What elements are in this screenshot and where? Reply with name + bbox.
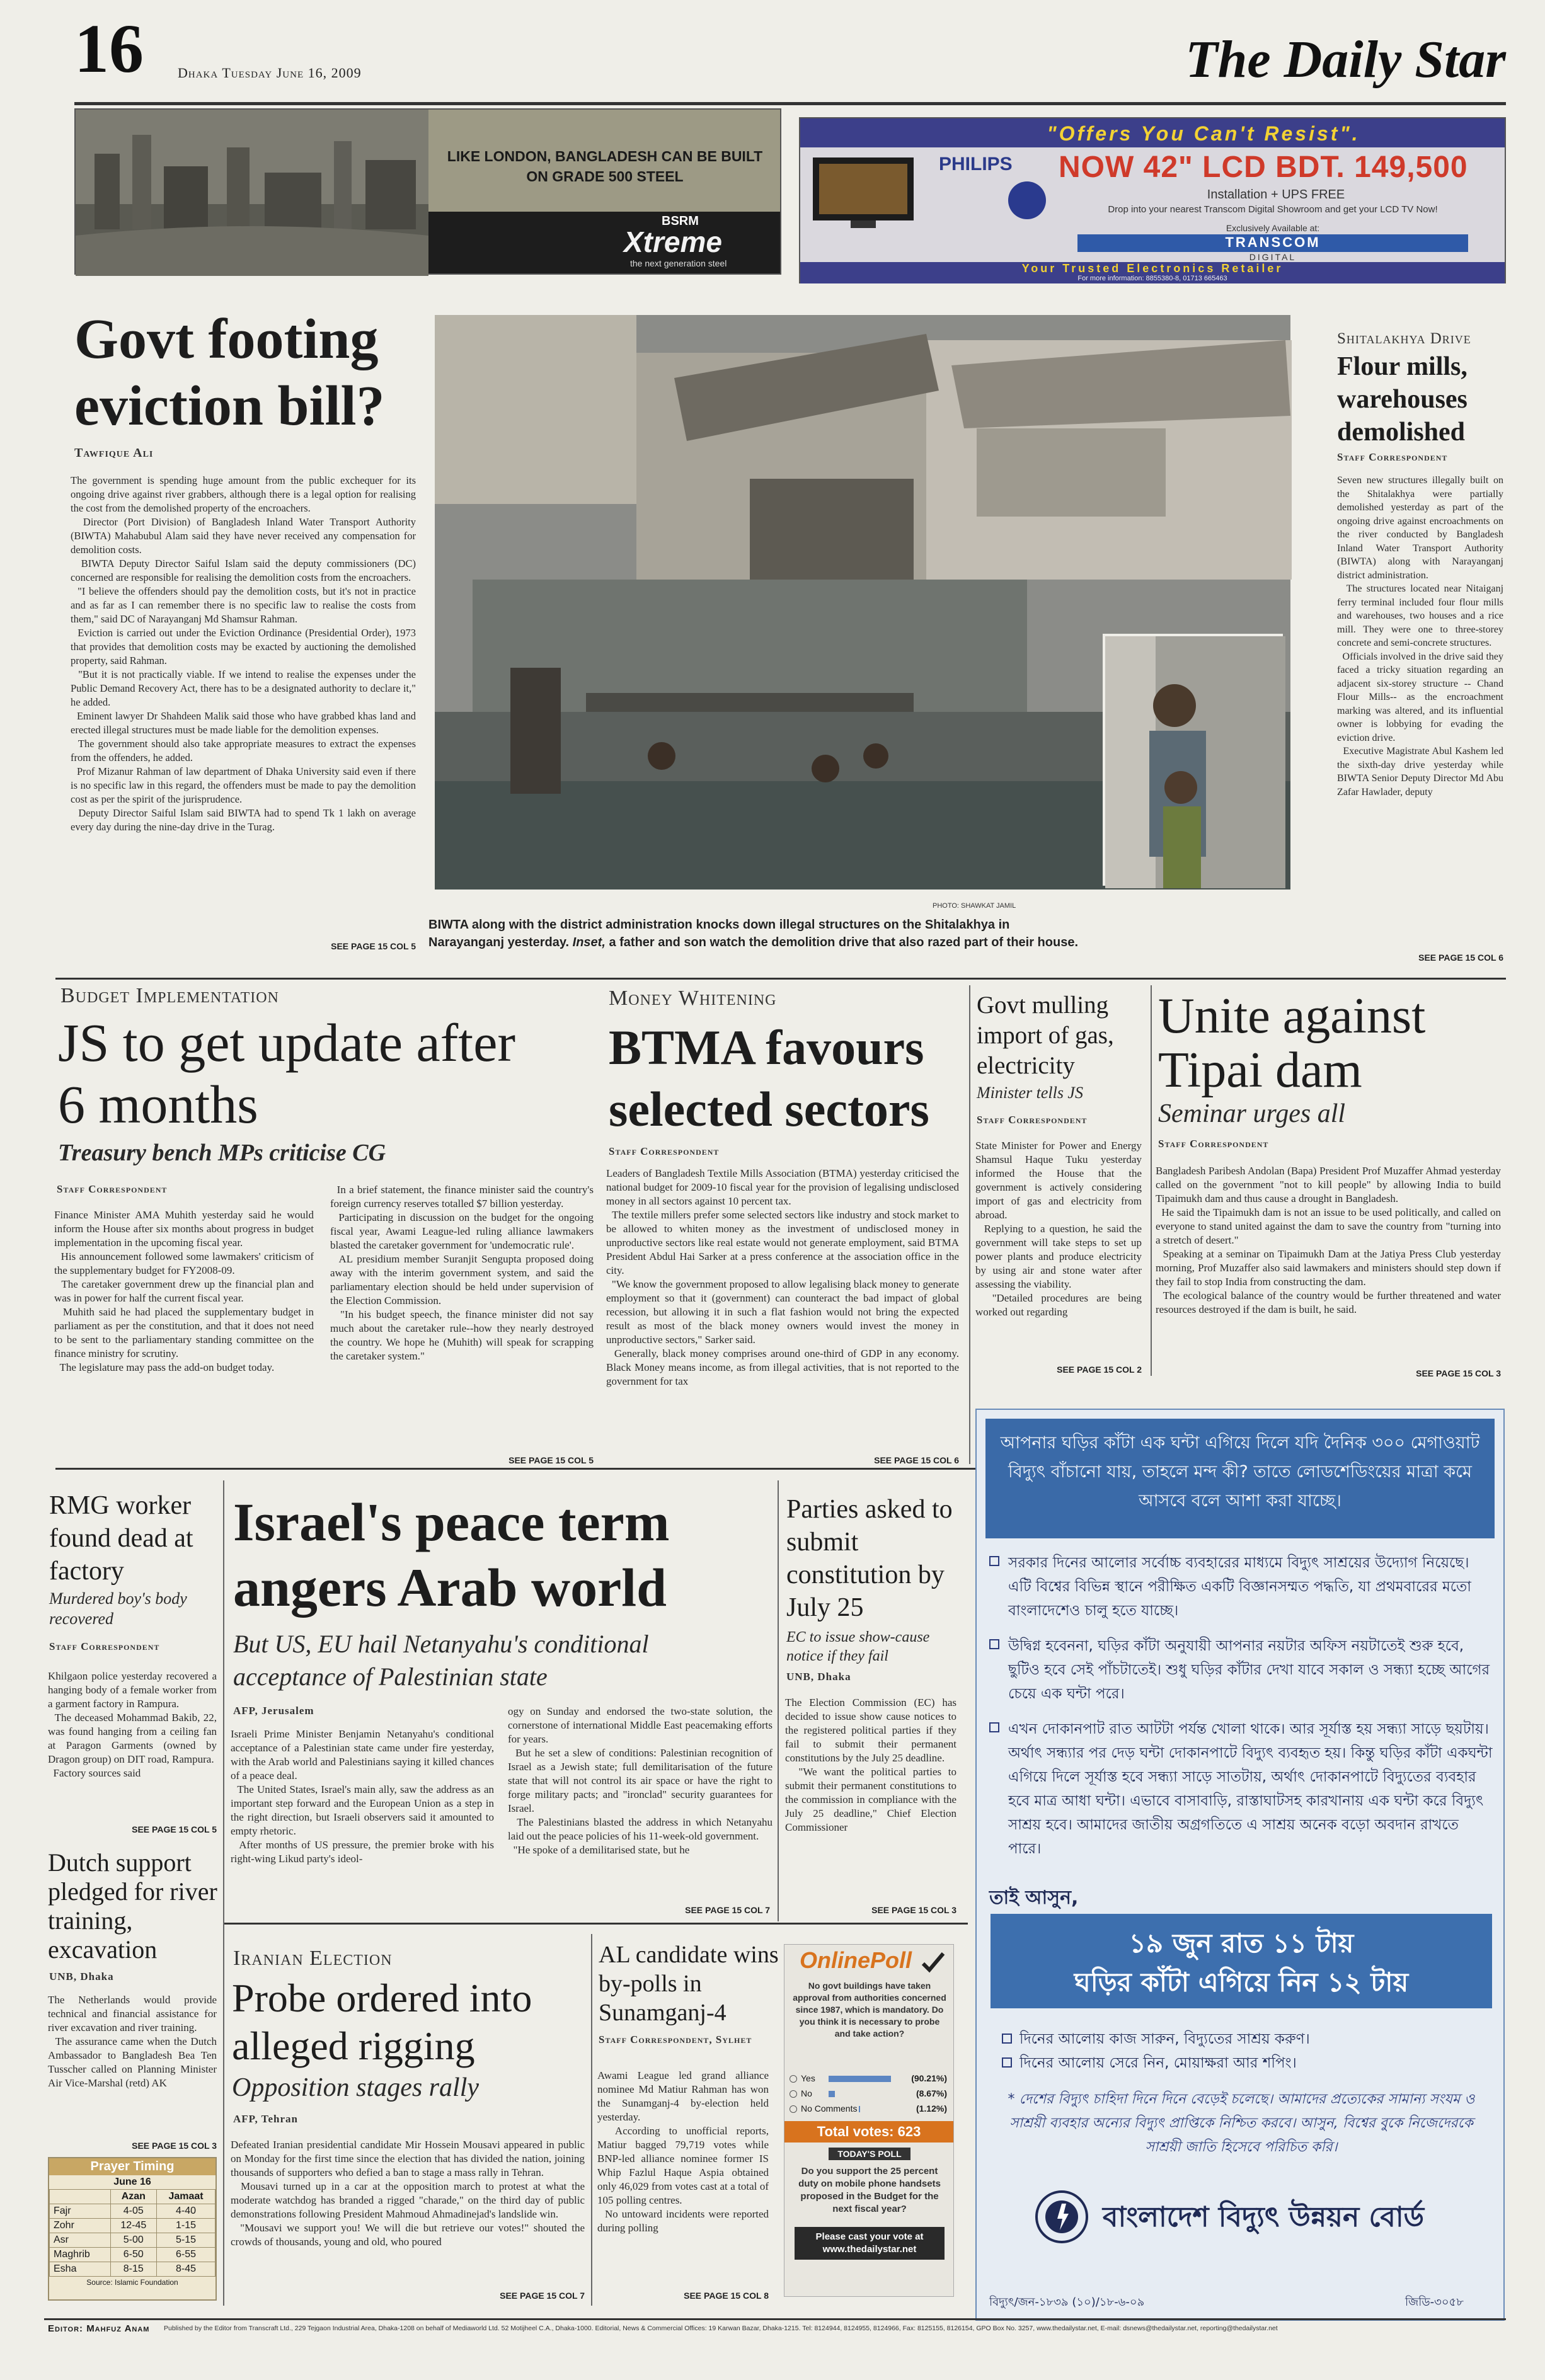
section-rule-1	[55, 978, 1506, 980]
photo-caption	[428, 916, 1084, 951]
poll-title: OnlinePoll	[800, 1947, 912, 1973]
prayer-cell: 4-05	[110, 2204, 157, 2219]
js-deck: Treasury bench MPs criticise CG	[58, 1140, 386, 1166]
power-point-2: উদ্বিগ্ন হবেননা, ঘড়ির কাঁটা অনুযায়ী আপনার নয়টার অফিস নয়টাতেই শুরু হবে, ছুটিও হবে সেই পাঁচটাতেই। শুধু ঘড়ির কাঁটার দেখা যাবে সকাল ও সন্ধ্যা হচ্ছে আগের চেয়ে এক ঘন্টা পরে।	[1008, 1638, 1490, 1702]
flour-byline: Staff Correspondent	[1337, 451, 1448, 463]
iran-byline: AFP, Tehran	[233, 2113, 298, 2125]
online-poll[interactable]	[784, 1944, 954, 2297]
js-headline: JS to get update after 6 months	[58, 1012, 516, 1135]
prayer-cell: 6-55	[157, 2248, 215, 2262]
flour-body: Seven new structures illegally built on the Shitalakhya were partially demolished yesterday as part of the ongoing drive against encroachments on the river conducted by Bangladesh Inland Water Transport Authority (BIWTA) along with Narayanganj district administration. The structures located near Nitaiganj ferry terminal included four flour mills and warehouses, two houses and a rice mill. They were one to three-storey concrete and semi-concrete structures. Officials involved in the drive said they faced a tricky situation regarding an adjacent six-storey structure -- Chand Flour Mills-- as the encroachment marking was altered, and its influential owner is lobbying for evading the eviction drive. Executive Magistrate Abul Kashem led the sixth-day drive yesterday while BIWTA Senior Deputy Director Md Abu Zafar Hawlader, deputy	[1337, 475, 1504, 798]
philips-drop: Drop into your nearest Transcom Digital Showroom and get your LCD TV Now!	[1108, 204, 1438, 215]
flour-kicker: Shitalakhya Drive	[1337, 330, 1471, 347]
israel-col1: Israeli Prime Minister Benjamin Netanyahu's conditional acceptance of a Palestinian state came under fire yesterday, with the Arab world and Palestinians saying it killed chances of a peace deal. The United States, Israel's main ally, saw the address as an important step forward and the European Union as a step in the right direction, but Israeli observers said it amounted to empty rhetoric. After months of US pressure, the premier broke with his right-wing Likud party's ideol-	[231, 1728, 495, 1865]
left-col-divider	[223, 1480, 224, 2306]
js-kicker: Budget Implementation	[60, 984, 279, 1007]
masthead-rule	[74, 102, 1506, 105]
prayer-row	[50, 2262, 215, 2277]
poll-option-label: No Comments	[801, 2103, 858, 2114]
philips-exclusive: Exclusively Available at:	[1226, 223, 1320, 233]
poll-option-pct: (1.12%)	[916, 2103, 947, 2114]
bsrm-logo-block	[428, 212, 780, 273]
btma-divider	[969, 985, 970, 1464]
rmg-see-page[interactable]: SEE PAGE 15 COL 5	[132, 1824, 217, 1834]
iran-divider	[591, 1934, 592, 2306]
power-point	[989, 1717, 1493, 1861]
prayer-row	[50, 2219, 215, 2233]
power-point-1: সরকার দিনের আলোর সর্বোচ্চ ব্যবহারের মাধ্যমে বিদ্যুৎ সাশ্রয়ের উদ্যোগ নিয়েছে। এটি বিশ্বের বিভিন্ন স্থানে পরীক্ষিত একটি বিজ্ঞানসম্মত পদ্ধতি, যা প্রথমবারের মতো বাংলাদেশেও চালু হতে যাচ্ছে।	[1008, 1555, 1471, 1619]
poll-bar	[859, 2106, 860, 2112]
prayer-cell: Fajr	[50, 2204, 111, 2219]
prayer-cell: Asr	[50, 2233, 111, 2248]
poll-bar	[829, 2091, 835, 2097]
main-photo	[435, 315, 1290, 890]
philips-installation: Installation + UPS FREE	[1207, 188, 1345, 202]
prayer-cell: Esha	[50, 2262, 111, 2277]
prayer-cell: 5-15	[157, 2233, 215, 2248]
prayer-cell: 1-15	[157, 2219, 215, 2233]
page-number: 16	[74, 10, 144, 87]
ad-power-board[interactable]	[975, 1409, 1505, 2321]
philips-badge	[1008, 181, 1046, 219]
tipai-see-page[interactable]: SEE PAGE 15 COL 3	[1416, 1368, 1501, 1378]
power-intro: আপনার ঘড়ির কাঁটা এক ঘন্টা এগিয়ে দিলে যদি দৈনিক ৩০০ মেগাওয়াট বিদ্যুৎ বাঁচানো যায়, তাহলে মন্দ কী? তাতে লোডশেডিংয়ের মাত্রা কমে আসবে বলে আশা করা যাচ্ছে।	[985, 1419, 1495, 1538]
poll-option-label: Yes	[801, 2073, 815, 2083]
poll-today-question: Do you support the 25 percent duty on mobile phone handsets proposed in the Budget for the next fiscal year?	[798, 2166, 941, 2214]
js-col2: In a brief statement, the finance minister said the country's foreign currency reserves totalled $7 billion yesterday. Participating in discussion on the budget for the ongoing fiscal year, Awami League-led ruling alliance lawmakers blasted the caretaker government for 'undemocratic rule'. AL presidium member Suranjit Sengupta proposed doing away with the interim government system, and said the parliamentary election should be held under supervision of the Election Commission. "In his budget speech, the finance minister did not say much about the caretaker rule--how they nearly destroyed the country. We hope he (Muhith) will speak for scrapping the caretaker system."	[330, 1184, 594, 1362]
tv-image	[807, 151, 920, 233]
poll-cast[interactable]: Please cast your vote at www.thedailystar.net	[795, 2227, 945, 2260]
poll-radio-icon	[790, 2075, 797, 2083]
parties-deck: EC to issue show-cause notice if they fail	[786, 1629, 930, 1664]
inset-photo	[1103, 634, 1283, 886]
prayer-box	[48, 2157, 217, 2301]
power-call: তাই আসুন,	[989, 1887, 1079, 1909]
bsrm-sub: the next generation steel	[630, 258, 727, 268]
parties-body: The Election Commission (EC) has decided to issue show cause notices to the registered political parties if they fail to submit their permanent constitutions by the July 25 deadline. "We want the political parties to submit their permanent constitutions to the commission in compliance with the July 25 deadline," Chief Election Commissioner	[785, 1696, 957, 1833]
israel-byline: AFP, Jerusalem	[233, 1705, 314, 1717]
ad-bsrm[interactable]	[74, 108, 781, 275]
prayer-cell: Zohr	[50, 2219, 111, 2233]
power-tip-2	[1002, 2051, 1297, 2076]
gas-see-page[interactable]: SEE PAGE 15 COL 2	[1057, 1364, 1142, 1375]
poll-today-label: TODAY'S POLL	[829, 2148, 910, 2160]
power-points	[989, 1551, 1493, 1872]
father-son-inset	[1105, 636, 1285, 888]
power-banner-2: ঘড়ির কাঁটা এগিয়ে নিন ১২ টায়	[1074, 1967, 1409, 1998]
js-see-page[interactable]: SEE PAGE 15 COL 5	[508, 1455, 594, 1465]
power-footnote: * দেশের বিদ্যুৎ চাহিদা দিনে দিনে বেড়েই চলেছে। আমাদের প্রত্যেকের সামান্য সংযম ও সাশ্রয়ী ব্যবহার অন্যের বিদ্যুৎ প্রাপ্তিকে নিশ্চিত করবে। আসুন, বিশ্বের বুকে নিজেদেরকে সাশ্রয়ী জাতি হিসেবে পরিচিত করি।	[1008, 2091, 1475, 2155]
israel-deck: But US, EU hail Netanyahu's conditional acceptance of Palestinian state	[233, 1630, 649, 1691]
poll-bar	[829, 2076, 891, 2082]
footer-rule	[44, 2318, 1506, 2320]
power-org: বাংলাদেশ বিদ্যুৎ উন্নয়ন বোর্ড	[1103, 2201, 1425, 2233]
prayer-cell: Maghrib	[50, 2248, 111, 2262]
tipai-body: Bangladesh Paribesh Andolan (Bapa) President Prof Muzaffer Ahmad yesterday called on the government "not to kill people" by allowing India to build Tipaimukh dam and thus cause a drought in Bangladesh. He said the Tipaimukh dam is not an issue to be used politically, and called on everyone to stand united against the dam to save the country from "turning into a stretch of desert." Speaking at a seminar on Tipaimukh Dam at the Jatiya Press Club yesterday morning, Prof Muzaffer also said lawmakers and ministers should step down if they fail to stop India from constructing the dam. The ecological balance of the country would be further threatened and water resources destroyed if the dam is built, he said.	[1156, 1165, 1502, 1315]
philips-trusted: Your Trusted Electronics Retailer	[1021, 262, 1284, 275]
parties-headline: Parties asked to submit constitution by July 25	[786, 1495, 953, 1622]
poll-option-pct: (8.67%)	[916, 2088, 947, 2098]
caption-suffix: a father and son watch the demolition drive that also razed part of their house.	[605, 935, 1079, 949]
israel-divider	[778, 1480, 779, 1921]
power-ref: বিদ্যুৎ/জন-১৮৩৯ (১০)/১৮-৬-০৯	[989, 2296, 1145, 2309]
flour-see-page[interactable]: SEE PAGE 15 COL 6	[1418, 953, 1503, 963]
prayer-row	[50, 2204, 215, 2219]
photo-credit: PHOTO: SHAWKAT JAMIL	[933, 902, 1016, 910]
gas-body: State Minister for Power and Energy Shamsul Haque Tuku yesterday informed the House that the government is actively considering import of gas and electricity from abroad. Replying to a question, he said the government will take steps to set up power plants and produce electricity by using air and stone water after assessing the viability. "Detailed procedures are being worked out regarding	[975, 1140, 1142, 1318]
power-point-3: এখন দোকানপাট রাত আটটা পর্যন্ত খোলা থাকে। আর সূর্যাস্ত হয় সন্ধ্যা সাড়ে ছয়টায়। অর্থাৎ সন্ধ্যার পর দেড় ঘন্টা দোকানপাটে বিদ্যুৎ ব্যবহৃত হয়। কিন্তু ঘড়ির কাঁটা একঘন্টা এগিয়ে দিলে সূর্যাস্ত হবে সন্ধ্যা সাড়ে সাতটায়, অর্থাৎ দোকানপাটে বিদ্যুতের ব্যবহার হবে মাত্র আধা ঘন্টা। এভাবে বাসাবাড়ি, রাস্তাঘাটসহ কারখানায় এক ঘন্টা করে বিদ্যুৎ সাশ্রয় হবে। আমাদের জাতীয় অগ্রগতিতে এ সাশ্রয় অনেক বড়ো অবদান রাখতে পারে।	[1008, 1721, 1493, 1857]
gas-deck: Minister tells JS	[977, 1084, 1083, 1102]
prayer-source: Source: Islamic Foundation	[86, 2278, 178, 2287]
prayer-date: June 16	[113, 2177, 151, 2187]
israel-col2: ogy on Sunday and endorsed the two-state solution, the cornerstone of international Middle East peacemaking efforts for years. But he set a slew of conditions: Palestinian recognition of Israel as a Jewish state; full demilitarisation of the future state that will not control its air space or have the right to forge military pacts; and "ironclad" security guarantees for Israel. The Palestinians blasted the address in which Netanyahu laid out the peace policies of his 11-week-old government. "He spoke of a demilitarised state, but he	[508, 1705, 772, 1856]
philips-retailer: TRANSCOM	[1225, 234, 1321, 250]
dutch-byline: UNB, Dhaka	[49, 1971, 114, 1982]
philips-offer: NOW 42" LCD BDT. 149,500	[1059, 151, 1468, 184]
philips-headline: "Offers You Can't Resist".	[1047, 122, 1360, 145]
al-headline: AL candidate wins by-polls in Sunamganj-4	[599, 1942, 779, 2026]
power-point	[989, 1551, 1493, 1623]
poll-radio-icon	[790, 2105, 797, 2113]
tipai-headline: Unite against Tipai dam	[1158, 988, 1426, 1098]
israel-headline: Israel's peace term angers Arab world	[233, 1492, 670, 1618]
prayer-cell: 8-45	[157, 2262, 215, 2277]
tipai-deck: Seminar urges all	[1158, 1099, 1346, 1128]
prayer-cell: 8-15	[110, 2262, 157, 2277]
eviction-byline: Tawfique Ali	[74, 446, 154, 460]
poll-question: No govt buildings have taken approval from authorities concerned since 1987, which is mandatory. Do you think it is necessary to probe and take action?	[793, 1981, 946, 2039]
ad-philips[interactable]	[799, 117, 1506, 283]
flour-headline: Flour mills, warehouses demolished	[1337, 352, 1467, 447]
rmg-byline: Staff Correspondent	[49, 1640, 160, 1652]
poll-radio-icon	[790, 2090, 797, 2098]
rmg-headline: RMG worker found dead at factory	[49, 1491, 193, 1586]
prayer-header: Azan	[110, 2190, 157, 2204]
poll-option-label: No	[801, 2088, 812, 2098]
dutch-body: The Netherlands would provide technical and financial assistance for river excavation and river training. The assurance came when the Dutch Ambassador to Bangladesh Bea Ten Tusscher called on Planning Minister Air Vice-Marshal (retd) AK	[48, 1994, 217, 2089]
section-rule-2	[55, 1468, 980, 1470]
caption-inset: Inset,	[572, 935, 606, 949]
al-byline: Staff Correspondent, Sylhet	[599, 2034, 752, 2045]
poll-option[interactable]	[790, 2087, 950, 2102]
iran-see-page[interactable]: SEE PAGE 15 COL 7	[500, 2291, 585, 2301]
iran-headline: Probe ordered into alleged rigging	[232, 1976, 532, 2068]
bsrm-product: Xtreme	[624, 226, 722, 258]
btma-see-page[interactable]: SEE PAGE 15 COL 6	[874, 1455, 959, 1465]
prayer-header-row	[50, 2190, 215, 2204]
poll-options	[790, 2072, 950, 2117]
eviction-body: The government is spending huge amount from the public exchequer for its ongoing drive against river grabbers, although there is a legal option for realising the cost from the demolished property of the encroachers. Director (Port Division) of Bangladesh Inland Water Transport Authority (BIWTA) Mahabubul Alam said they have never received any compensation for demolition costs. BIWTA Deputy Director Saiful Islam said the deputy commissioners (DC) concerned are responsible for realising the demolition costs from the encroachers. "I believe the offenders should pay the demolition costs, but it's not in practice and as far as I can remember there is no specific law to realise the costs from them," said DC of Narayanganj Md Shamsur Rahman. Eviction is carried out under the Eviction Ordinance (Presidential Order), 1973 that provides that demolition costs may be exacted by auctioning the demolished property, said Rahman. "But it is not practically viable. If we intend to realise the expenses under the Public Demand Recovery Act, there has to be a designated authority to declare it," he added. Eminent lawyer Dr Shahdeen Malik said those who have grabbed khas land and erected illegal structures must be made liable for the demolition expenses. The government should also take appropriate measures to extract the expenses from the offenders, he added. Prof Mizanur Rahman of law department of Dhaka University said even if there is no specific law in this regard, the offenders must be made to pay the demolition cost as per the spirit of the jurisprudence. Deputy Director Saiful Islam said BIWTA had to spend Tk 1 lakh on average every day during the nine-day drive in the Turag.	[71, 474, 416, 833]
philips-brand: PHILIPS	[939, 154, 1013, 174]
philips-info: For more information: 8855380-8, 01713 665463	[1077, 275, 1227, 282]
prayer-title: Prayer Timing	[49, 2158, 215, 2175]
prayer-row	[50, 2233, 215, 2248]
power-tip-1	[1002, 2027, 1310, 2052]
prayer-cell: 5-00	[110, 2233, 157, 2248]
iran-deck: Opposition stages rally	[232, 2073, 480, 2102]
prayer-header	[50, 2190, 111, 2204]
footer-editor: Editor: Mahfuz Anam	[48, 2323, 150, 2334]
bsrm-brand: BSRM	[662, 214, 699, 228]
checkmark-icon	[921, 1951, 946, 1974]
skyline-image	[76, 110, 428, 276]
btma-byline: Staff Correspondent	[609, 1145, 720, 1157]
power-tip-2-text: দিনের আলোয় সেরে নিন, মোয়াক্ষরা আর শপিং।	[1019, 2055, 1297, 2071]
al-see-page[interactable]: SEE PAGE 15 COL 8	[684, 2291, 769, 2301]
dateline: Dhaka Tuesday June 16, 2009	[178, 65, 362, 81]
power-point	[989, 1634, 1493, 1706]
btma-headline: BTMA favours selected sectors	[609, 1020, 929, 1136]
poll-option-pct: (90.21%)	[911, 2073, 947, 2083]
poll-option[interactable]	[790, 2072, 950, 2087]
dutch-see-page[interactable]: SEE PAGE 15 COL 3	[132, 2141, 217, 2151]
pdb-logo-icon	[1033, 2188, 1090, 2245]
philips-retailer-sub: DIGITAL	[1249, 252, 1297, 262]
prayer-cell: 6-50	[110, 2248, 157, 2262]
iran-body: Defeated Iranian presidential candidate Mir Hossein Mousavi appeared in public on Monday for the first time since the election that has divided the nation, joining thousands of supporters who defied a ban to stage a mass rally in Tehran. Mousavi turned up in a car at the opposition march to protest at what the moderate watchdog has branded a rigged "charade," on the third day of public demonstrations following President Mahmoud Ahmadinejad's landslide win. "Mousavi we support you! We will die but retrieve our votes!" shouted the crowds of thousands, young and old, who poured	[231, 2139, 585, 2248]
prayer-header: Jamaat	[157, 2190, 215, 2204]
gas-divider	[1151, 985, 1152, 1376]
al-body: Awami League led grand alliance nominee Md Matiur Rahman has won the Sunamganj-4 by-election held yesterday. According to unofficial reports, Matiur bagged 79,719 votes while BNP-led alliance nominee former IS Whip Fazlul Haque Aspia obtained only 46,029 from votes cast at a total of 105 polling centres. No untoward incidents were reported during polling	[597, 2069, 769, 2234]
dutch-headline: Dutch support pledged for river training, excavation	[48, 1848, 217, 1964]
gas-byline: Staff Correspondent	[977, 1114, 1088, 1126]
section-rule-3	[224, 1923, 968, 1925]
paper-name-logo: The Daily Star	[1185, 30, 1506, 89]
btma-kicker: Money Whitening	[609, 987, 777, 1010]
eviction-headline: Govt footing eviction bill?	[74, 308, 385, 437]
power-tip-1-text: দিনের আলোয় কাজ সারুন, বিদ্যুতের সাশ্রয় করুণ।	[1019, 2031, 1310, 2047]
bsrm-tagline: LIKE LONDON, BANGLADESH CAN BE BUILT ON GRADE 500 STEEL	[447, 148, 763, 185]
poll-total: Total votes: 623	[784, 2121, 953, 2143]
tipai-byline: Staff Correspondent	[1158, 1138, 1269, 1150]
prayer-cell: 4-40	[157, 2204, 215, 2219]
js-byline: Staff Correspondent	[57, 1183, 168, 1195]
js-col1: Finance Minister AMA Muhith yesterday said he would inform the House after six months about progress in budget implementation in the upcoming fiscal year. His announcement followed some lawmakers' criticism of the supplementary budget for FY2008-09. The caretaker government drew up the financial plan and was in power for half the current fiscal year. Muhith said he had placed the supplementary budget in parliament as per the constitution, and that it does not need to be sent to the parliamentary standing committee on the finance ministry for scrutiny. The legislature may pass the add-on budget today.	[54, 1209, 314, 1373]
footer-imprint: Published by the Editor from Transcraft Ltd., 229 Tejgaon Industrial Area, Dhaka-1208 on behalf of Mediaworld Ltd. 52 Motijheel C.A., Dhaka-1000. Editorial, News & Commercial Offices: 19 Karwan Bazar, Dhaka-1215. Tel: 8124944, 8124955, 8124966, Fax: 8125155, 8126154, GPO Box No. 3257, www.thedailystar.net, E-mail: dsnews@thedailystar.net, reporting@thedailystar.net	[164, 2325, 1278, 2332]
rmg-body: Khilgaon police yesterday recovered a hanging body of a female worker from a garment factory in Rampura. The deceased Mohammad Bakib, 22, was found hanging from a ceiling fan at Paragon Garments (owned by Dragon group) on DIT road, Rampura. Factory sources said	[48, 1670, 217, 1779]
caption-prefix: BIWTA along with the district administration knocks down illegal structures on the Shitalakhya in Narayanganj yesterday.	[428, 918, 1010, 949]
prayer-row	[50, 2248, 215, 2262]
btma-body: Leaders of Bangladesh Textile Mills Association (BTMA) yesterday criticised the national budget for 2009-10 fiscal year for the provision of legalising undisclosed money in all sectors against 10 percent tax. The textile millers prefer some selected sectors like industry and stock market to be allowed to whiten money as the investment of undisclosed money in unproductive sectors like real estate would not generate employment, said BTMA President Abdul Hai Sarker at a press conference at the association office in the city. "We know the government proposed to allow legalising black money to generate employment so that it (government) can counteract the bad impact of global recession, but allowing it in such a flat fashion would not bring the expected result as most of the black money owners would invest the money in unproductive sectors," Sarker said. Generally, black money comprises around one-third of GDP in any economy. Black Money means income, as from illegal activities, that is not reported to the government for tax	[606, 1167, 960, 1387]
parties-see-page[interactable]: SEE PAGE 15 COL 3	[871, 1905, 956, 1915]
rmg-deck: Murdered boy's body recovered	[49, 1589, 187, 1628]
parties-byline: UNB, Dhaka	[786, 1671, 851, 1683]
gas-headline: Govt mulling import of gas, electricity	[977, 992, 1114, 1079]
poll-option[interactable]	[790, 2102, 950, 2117]
iran-kicker: Iranian Election	[233, 1947, 393, 1970]
prayer-cell: 12-45	[110, 2219, 157, 2233]
power-code: জিডি-৩০৫৮	[1405, 2296, 1464, 2309]
israel-see-page[interactable]: SEE PAGE 15 COL 7	[685, 1905, 770, 1915]
prayer-table	[49, 2189, 215, 2277]
power-banner-1: ১৯ জুন রাত ১১ টায়	[1129, 1928, 1354, 1959]
eviction-see-page[interactable]: SEE PAGE 15 COL 5	[331, 941, 416, 951]
